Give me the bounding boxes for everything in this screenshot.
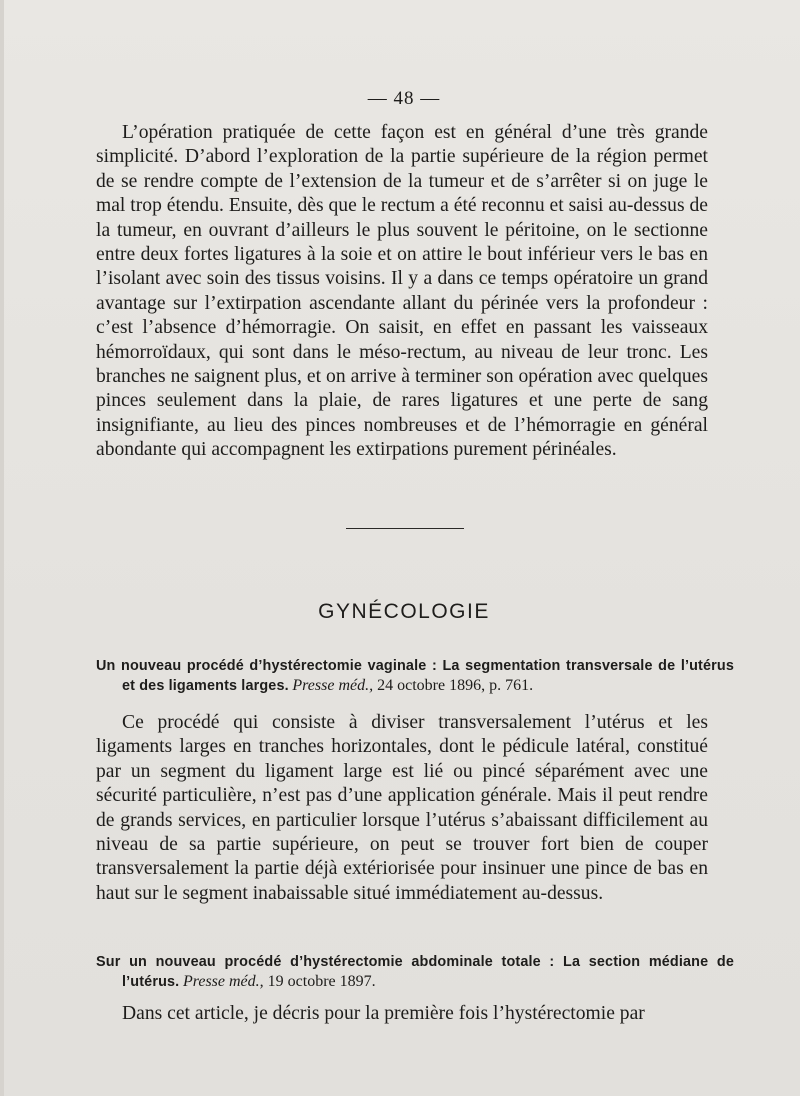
intro-paragraph: L’opération pratiquée de cette façon est en général d’une très grande simplicité. D’abord l’exploration de la partie supérieure de la région permet de se rendre compte de l’extension de la tumeur et de s’arrêter si on juge le mal trop étendu. Ensuite, dès que le rectum a été reconnu et saisi au-dessus de la tumeur, en ouvrant d’ailleurs le plus souvent le péritoine, on le sectionne entre deux fortes ligatures à la soie et on attire le bout inférieur vers le bas en l’isolant avec soin des tissus voisins. Il y a dans ce temps opératoire un grand avantage sur l’extirpation ascendante allant du périnée vers la profondeur : c’est l’absence d’hémorragie. On saisit, en effet en passant les vaisseaux hémorroïdaux, qui sont dans le méso-rectum, au niveau de leur tronc. Les branches ne saignent plus, et on arrive à terminer son opération avec quelques pinces seulement dans la plaie, de rares ligatures et une perte de sang insignifiante, au lieu des pinces nombreuses et de l’hémorragie en général abondante qui accompagnent les extirpations purement périnéales. xyxy=(96,122,708,461)
reference-entry xyxy=(96,952,734,992)
section-divider xyxy=(346,528,464,529)
section-heading: GYNÉCOLOGIE xyxy=(318,600,490,623)
reference-journal: Presse méd., xyxy=(292,677,374,694)
reference-date: 24 octobre 1896, p. 761. xyxy=(377,677,534,694)
reference-date: 19 octobre 1897. xyxy=(267,973,376,990)
paragraph-vaginale: Ce procédé qui consiste à diviser transversalement l’utérus et les ligaments larges en tranches horizontales, dont le pédicule latéral, constitué par un segment du ligament large est lié ou pincé séparément avec une sécurité particulière, n’est pas d’une application générale. Mais il peut rendre de grands services, en particulier lorsque l’utérus s’abaissant difficilement au niveau de sa partie supérieure, on peut se trouver fort bien de couper transversalement la partie déjà extériorisée pour insinuer une pince de bas en haut sur le segment inabaissable situé immédiatement au-dessus. xyxy=(96,712,708,904)
reference-entry xyxy=(96,656,734,696)
page-number: — 48 — xyxy=(367,88,441,109)
paragraph-abdominale: Dans cet article, je décris pour la première fois l’hystérectomie par xyxy=(122,1003,645,1024)
reference-title: Sur un nouveau procédé d’hystérectomie abdominale totale : La section médiane de l’utérus. xyxy=(96,954,734,990)
reference-journal: Presse méd., xyxy=(182,973,264,990)
reference-title: Un nouveau procédé d’hystérectomie vaginale : La segmentation transversale de l’utérus et des ligaments larges. xyxy=(96,658,734,694)
